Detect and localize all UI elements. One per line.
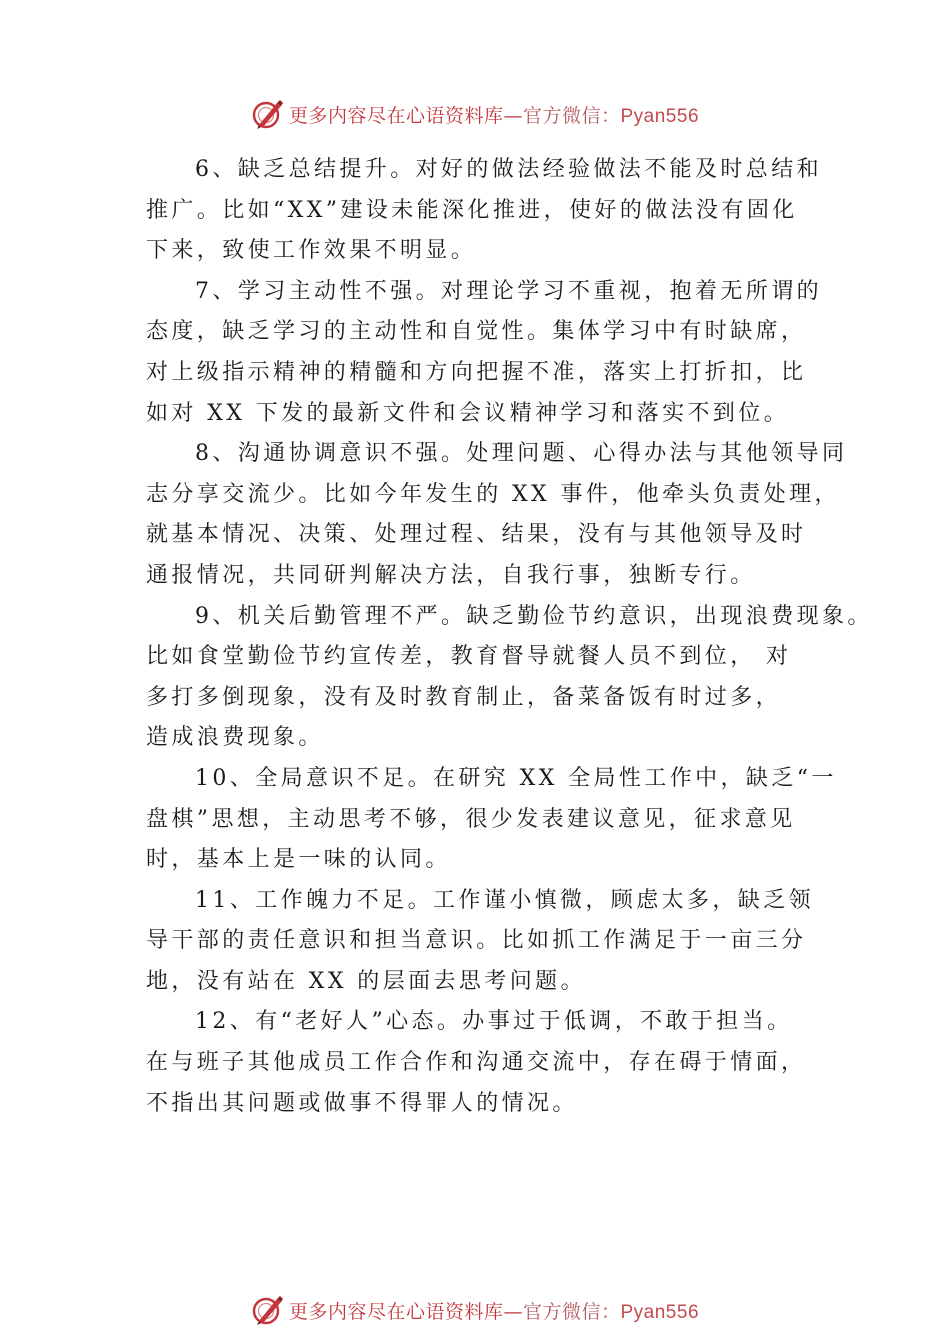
paragraph-item-9 [146, 597, 873, 759]
paragraph-line: 导干部的责任意识和担当意识。比如抓工作满足于一亩三分 [146, 928, 807, 954]
banner-wechat-id: Pyan556 [620, 1301, 700, 1323]
paragraph-item-7 [146, 272, 836, 434]
banner-title: 更多内容尽在心语资料库 [288, 104, 504, 127]
banner-title: 更多内容尽在心语资料库 [288, 1300, 504, 1323]
paragraph-line: 多打多倒现象，没有及时教育制止，备菜备饭有时过多， [146, 684, 782, 710]
banner-dash: — [503, 1300, 523, 1323]
paragraph-line: 11、工作魄力不足。工作谨小慎微，顾虑太多，缺乏领 [195, 887, 814, 913]
paragraph-line: 8、沟通协调意识不强。处理问题、心得办法与其他领导同 [195, 441, 848, 467]
paragraph-line: 下来，致使工作效果不明显。 [146, 238, 477, 264]
pen-seal-logo-icon [251, 1293, 285, 1327]
paragraph-line: 如对 XX 下发的最新文件和会议精神学习和落实不到位。 [146, 400, 790, 426]
banner-dash: — [503, 104, 523, 127]
paragraph-item-10 [146, 759, 836, 881]
paragraph-item-8 [146, 434, 848, 596]
paragraph-line: 10、全局意识不足。在研究 XX 全局性工作中，缺乏“一 [195, 765, 837, 791]
paragraph-line: 比如食堂勤俭节约宣传差，教育督导就餐人员不到位， 对 [146, 644, 792, 670]
paragraph-line: 通报情况，共同研判解决方法，自我行事，独断专行。 [146, 562, 756, 588]
paragraph-item-6 [146, 150, 836, 272]
banner-wechat-label: 官方微信： [522, 1300, 621, 1323]
header-banner-text [289, 101, 699, 128]
paragraph-item-12 [146, 1002, 836, 1124]
paragraph-line: 就基本情况、决策、处理过程、结果，没有与其他领导及时 [146, 522, 807, 548]
document-body [146, 150, 873, 1124]
footer-banner-text [289, 1297, 699, 1324]
paragraph-line: 对上级指示精神的精髓和方向把握不准，落实上打折扣，比 [146, 359, 807, 385]
paragraph-item-11 [146, 881, 836, 1003]
paragraph-line: 地，没有站在 XX 的层面去思考问题。 [146, 968, 586, 994]
paragraph-line: 推广。比如“XX”建设未能深化推进，使好的做法没有固化 [146, 197, 798, 223]
footer-banner [0, 1290, 950, 1330]
paragraph-line: 6、缺乏总结提升。对好的做法经验做法不能及时总结和 [195, 157, 822, 182]
paragraph-line: 不指出其问题或做事不得罪人的情况。 [146, 1090, 578, 1116]
paragraph-line: 志分享交流少。比如今年发生的 XX 事件，他牵头负责处理， [146, 481, 840, 507]
banner-wechat-label: 官方微信： [522, 104, 621, 127]
paragraph-line: 态度，缺乏学习的主动性和自觉性。集体学习中有时缺席， [146, 319, 807, 345]
banner-wechat-id: Pyan556 [620, 105, 700, 127]
paragraph-line: 在与班子其他成员工作合作和沟通交流中，存在碍于情面， [146, 1050, 807, 1076]
paragraph-line: 盘棋”思想，主动思考不够，很少发表建议意见，征求意见 [146, 806, 796, 832]
header-banner [0, 94, 950, 134]
paragraph-line: 9、机关后勤管理不严。缺乏勤俭节约意识，出现浪费现象。 [195, 603, 873, 629]
paragraph-line: 时，基本上是一味的认同。 [146, 847, 451, 873]
pen-seal-logo-icon [251, 97, 285, 131]
paragraph-line: 7、学习主动性不强。对理论学习不重视，抱着无所谓的 [195, 278, 822, 304]
paragraph-line: 造成浪费现象。 [146, 725, 324, 751]
paragraph-line: 12、有“老好人”心态。办事过于低调，不敢于担当。 [195, 1009, 793, 1035]
